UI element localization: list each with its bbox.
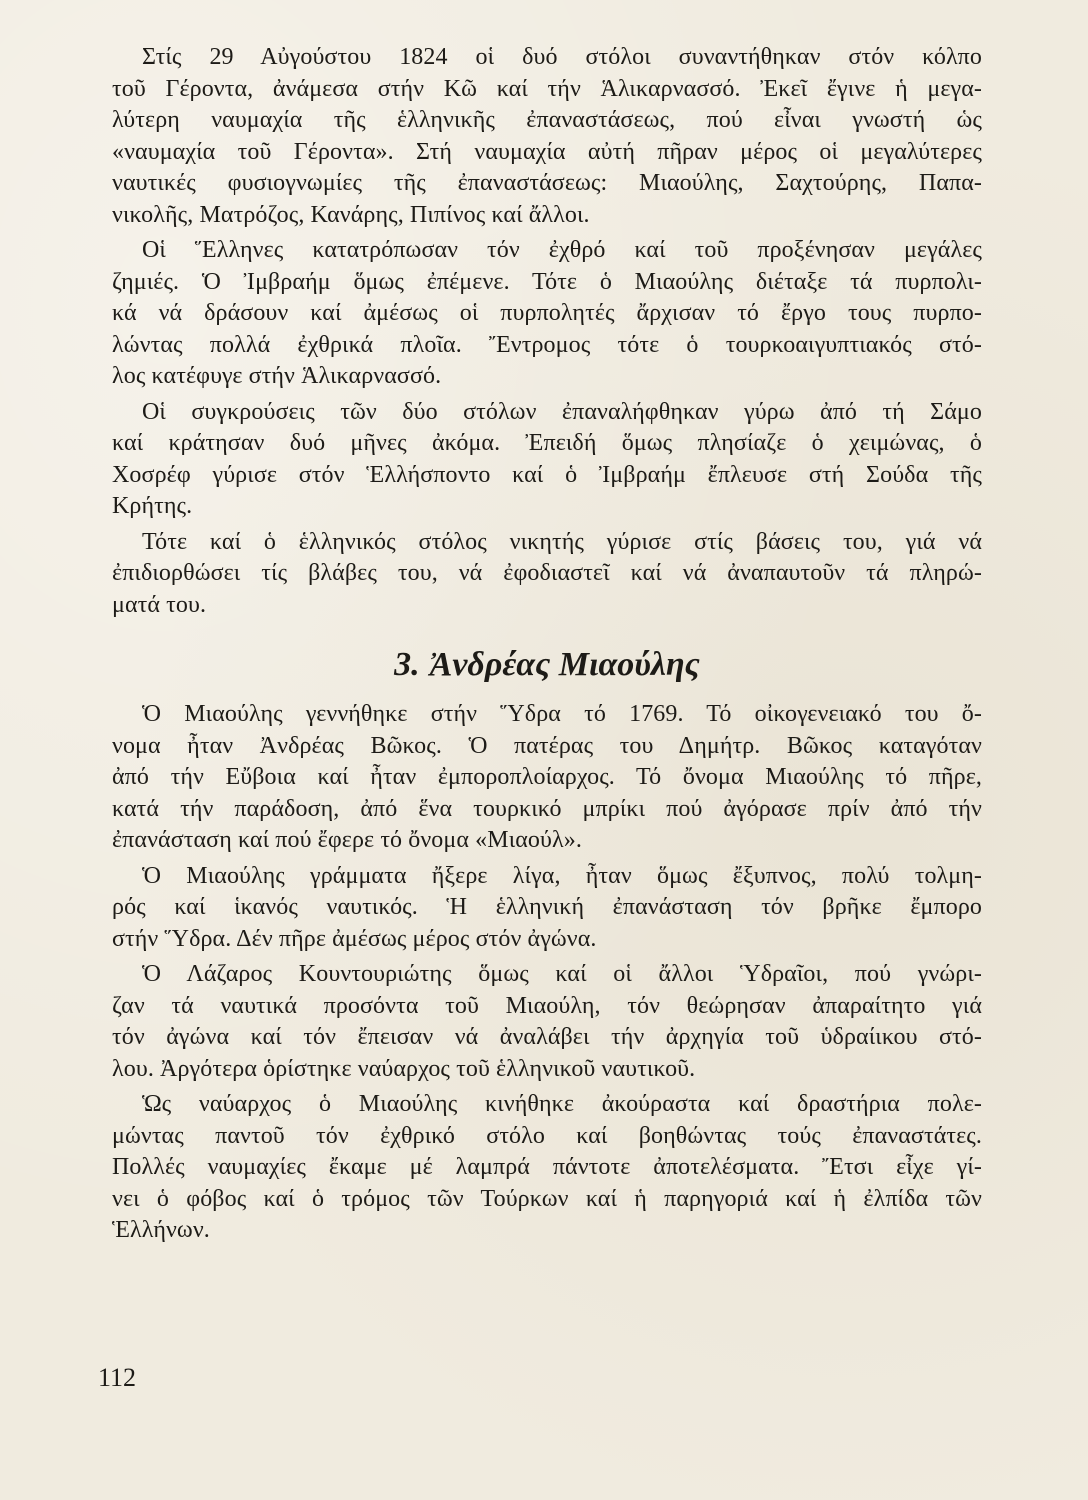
text-line: Ἑλλήνων.	[112, 1217, 210, 1243]
paragraph-greek-victory	[112, 235, 982, 393]
page-number: 112	[98, 1363, 137, 1392]
text-line: Οἱ συγκρούσεις τῶν δύο στόλων ἐπαναλήφθηκαν γύρω ἀπό τή Σάμο	[142, 398, 982, 425]
text-line: κά νά δράσουν καί ἀμέσως οἱ πυρπολητές ἄρχισαν τό ἔργο τους πυρπο-	[112, 300, 982, 326]
text-line: ρός καί ἱκανός ναυτικός. Ἡ ἑλληνική ἐπανάσταση τόν βρῆκε ἔμπορο	[112, 894, 982, 920]
text-line: λύτερη ναυμαχία τῆς ἑλληνικῆς ἐπαναστάσεως, πού εἶναι γνωστή ὡς	[112, 107, 982, 133]
text-line: Τότε καί ὁ ἑλληνικός στόλος νικητής γύρισε στίς βάσεις του, γιά νά	[142, 528, 982, 555]
text-line: Ὁ Μιαούλης γράμματα ἤξερε λίγα, ἦταν ὅμως ἔξυπνος, πολύ τολμη-	[142, 862, 982, 889]
text-line: κατά τήν παράδοση, ἀπό ἕνα τουρκικό μπρίκι πού ἀγόρασε πρίν ἀπό τήν	[112, 795, 982, 822]
text-line: ναυτικές φυσιογνωμίες τῆς ἐπαναστάσεως: Μιαούλης, Σαχτούρης, Παπα-	[112, 170, 982, 196]
paragraph-miaoulis-admiral	[112, 959, 982, 1085]
text-line: λώντας πολλά ἐχθρικά πλοῖα. Ἔντρομος τότε ὁ τουρκοαιγυπτιακός στό-	[112, 331, 982, 358]
text-line: στήν Ὕδρα. Δέν πῆρε ἀμέσως μέρος στόν ἀγώνα.	[112, 925, 597, 952]
text-line: Ὁ Μιαούλης γεννήθηκε στήν Ὕδρα τό 1769. Τό οἰκογενειακό του ὄ-	[142, 701, 982, 727]
section-heading	[112, 645, 982, 685]
paragraph-naval-battle-geronta	[112, 42, 982, 231]
text-line: ἀπό τήν Εὔβοια καί ἦταν ἐμποροπλοίαρχος. Τό ὄνομα Μιαούλης τό πῆρε,	[112, 764, 982, 790]
paragraph-miaoulis-victories	[112, 1089, 982, 1247]
text-line: ἐπανάσταση καί πού ἔφερε τό ὄνομα «Μιαούλ».	[112, 827, 582, 853]
text-line: Στίς 29 Αὐγούστου 1824 οἱ δυό στόλοι συναντήθηκαν στόν κόλπο	[142, 44, 982, 70]
text-line: Ὁ Λάζαρος Κουντουριώτης ὅμως καί οἱ ἄλλοι Ὑδραῖοι, πού γνώρι-	[142, 961, 982, 987]
text-line: Κρήτης.	[112, 493, 193, 519]
text-line: ζαν τά ναυτικά προσόντα τοῦ Μιαούλη, τόν θεώρησαν ἀπαραίτητο γιά	[112, 992, 982, 1019]
text-column	[112, 42, 982, 1251]
text-line: Οἱ Ἕλληνες κατατρόπωσαν τόν ἐχθρό καί τοῦ προξένησαν μεγάλες	[142, 237, 982, 263]
text-line: Πολλές ναυμαχίες ἔκαμε μέ λαμπρά πάντοτε ἀποτελέσματα. Ἔτσι εἶχε γί-	[112, 1154, 982, 1180]
paragraph-miaoulis-birth	[112, 699, 982, 857]
text-line: ζημιές. Ὁ Ἰμβραήμ ὅμως ἐπέμενε. Τότε ὁ Μιαούλης διέταξε τά πυρπολι-	[112, 268, 982, 295]
paragraph-miaoulis-character	[112, 861, 982, 956]
paragraph-clashes-samos	[112, 397, 982, 523]
section-number: 3.	[394, 646, 420, 683]
text-line: τόν ἀγώνα καί τόν ἔπεισαν νά ἀναλάβει τήν ἀρχηγία τοῦ ὑδραίικου στό-	[112, 1024, 982, 1050]
text-line: μώντας παντοῦ τόν ἐχθρικό στόλο καί βοηθώντας τούς ἐπαναστάτες.	[112, 1122, 982, 1149]
paragraph-fleet-return	[112, 527, 982, 622]
text-line: καί κράτησαν δυό μῆνες ἀκόμα. Ἐπειδή ὅμως πλησίαζε ὁ χειμώνας, ὁ	[112, 430, 982, 456]
text-line: ματά του.	[112, 591, 207, 618]
text-line: Ὡς ναύαρχος ὁ Μιαούλης κινήθηκε ἀκούραστα καί δραστήρια πολε-	[142, 1091, 982, 1117]
text-line: ἐπιδιορθώσει τίς βλάβες του, νά ἐφοδιαστεῖ καί νά ἀναπαυτοῦν τά πληρώ-	[112, 560, 982, 586]
text-line: νει ὁ φόβος καί ὁ τρόμος τῶν Τούρκων καί ἡ παρηγοριά καί ἡ ἐλπίδα τῶν	[112, 1185, 982, 1212]
text-line: λου. Ἀργότερα ὁρίστηκε ναύαρχος τοῦ ἑλληνικοῦ ναυτικοῦ.	[112, 1055, 696, 1082]
text-line: λος κατέφυγε στήν Ἁλικαρνασσό.	[112, 363, 442, 389]
text-line: Χοσρέφ γύρισε στόν Ἑλλήσποντο καί ὁ Ἰμβραήμ ἔπλευσε στή Σούδα τῆς	[112, 461, 982, 488]
section-title: Ἀνδρέας Μιαούλης	[429, 646, 700, 683]
text-line: νομα ἦταν Ἀνδρέας Βῶκος. Ὁ πατέρας του Δημήτρ. Βῶκος καταγόταν	[112, 732, 982, 759]
text-line: τοῦ Γέροντα, ἀνάμεσα στήν Κῶ καί τήν Ἁλικαρνασσό. Ἐκεῖ ἔγινε ἡ μεγα-	[112, 75, 982, 102]
text-line: «ναυμαχία τοῦ Γέροντα». Στή ναυμαχία αὐτή πῆραν μέρος οἱ μεγαλύτερες	[112, 138, 982, 165]
text-line: νικολῆς, Ματρόζος, Κανάρης, Πιπίνος καί ἄλλοι.	[112, 201, 590, 228]
